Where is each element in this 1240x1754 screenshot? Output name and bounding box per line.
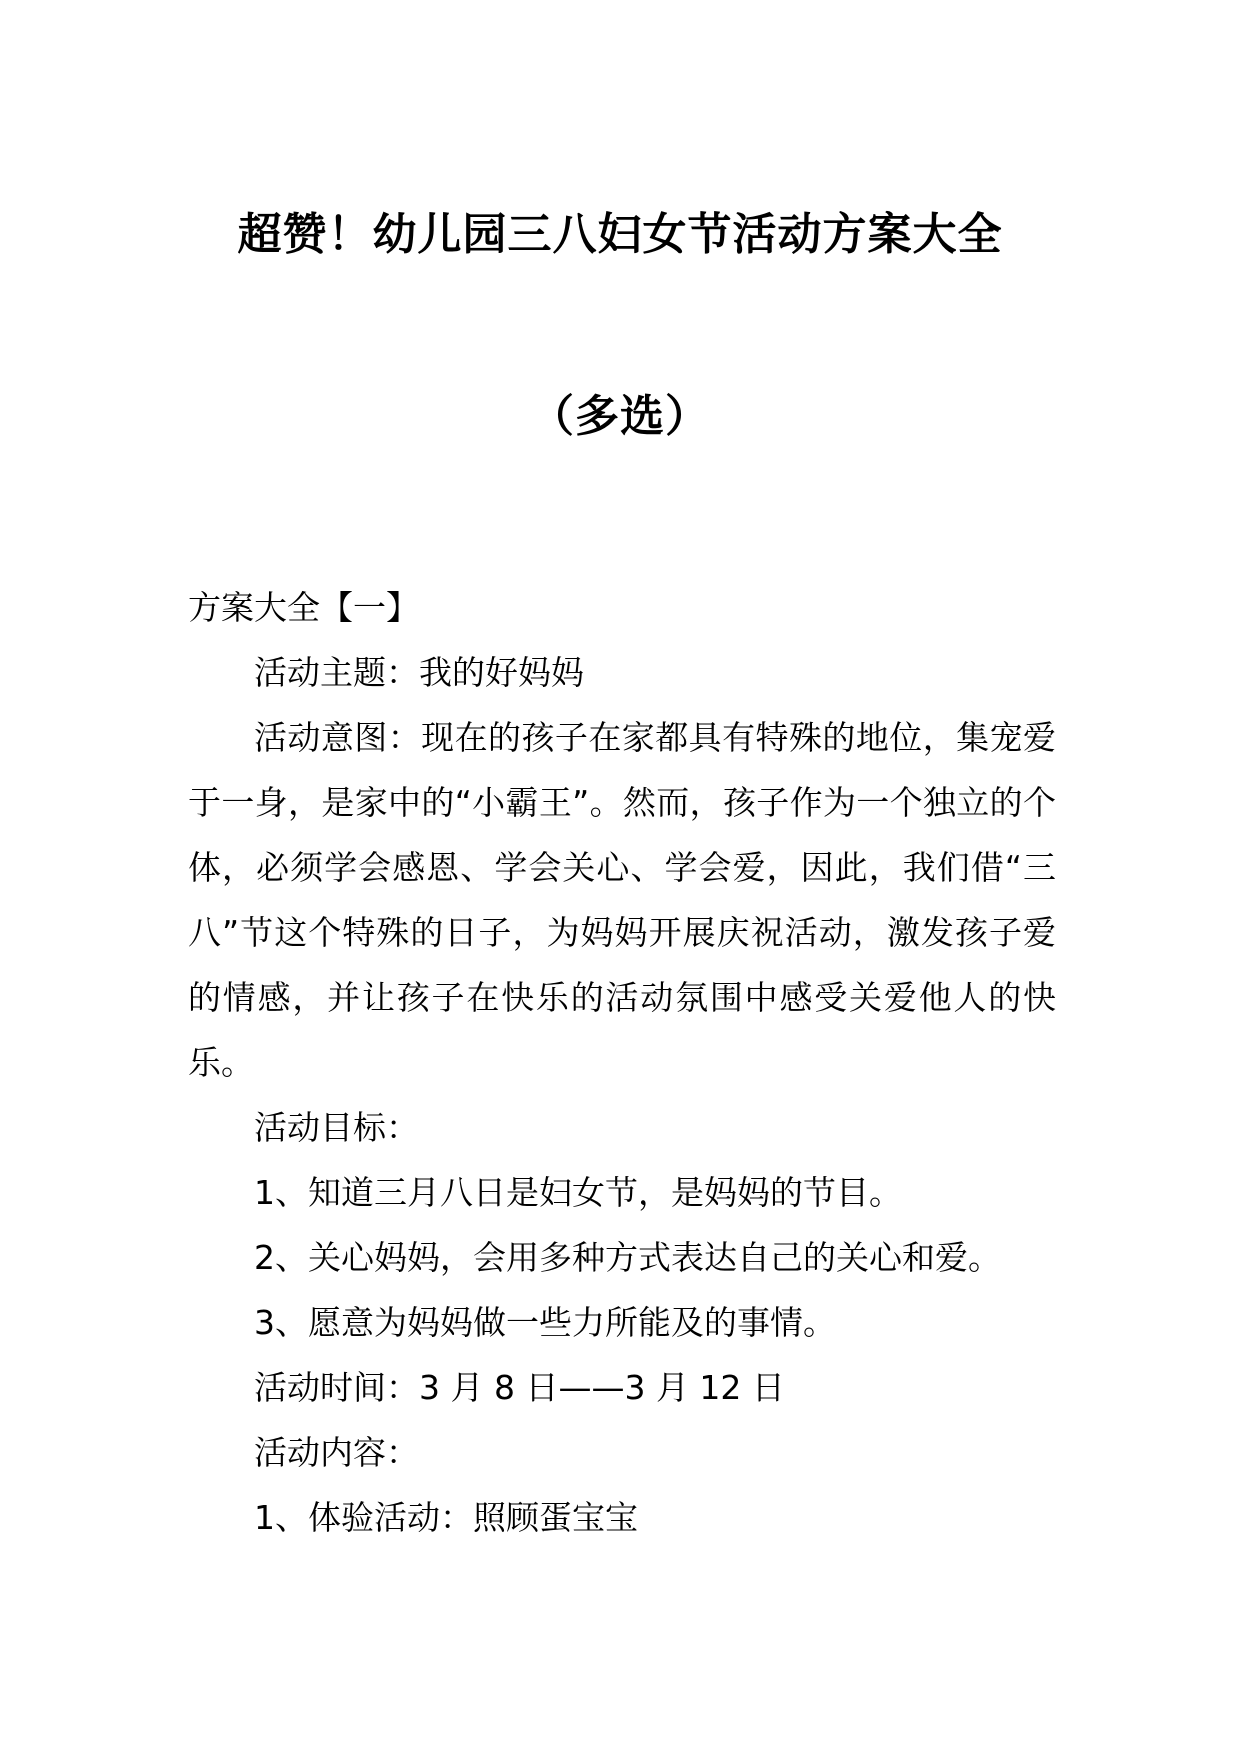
goal-item-1: 1、知道三月八日是妇女节，是妈妈的节目。 [254, 1173, 902, 1212]
activity-intent-paragraph: 活动意图：现在的孩子在家都具有特殊的地位，集宠爱于一身，是家中的“小霸王”。然而，孩子作为一个独立的个体，必须学会感恩、学会关心、学会爱，因此，我们借“三八”节这个特殊的日子，为妈妈开展庆祝活动，激发孩子爱的情感，并让孩子在快乐的活动氛围中感受关爱他人的快乐。 [188, 718, 1056, 1082]
activity-theme: 活动主题：我的好妈妈 [254, 653, 584, 692]
section-heading: 方案大全【一】 [188, 588, 419, 627]
document-body [188, 575, 1056, 1550]
document-subtitle: （多选） [530, 391, 710, 442]
goal-item-2: 2、关心妈妈，会用多种方式表达自己的关心和爱。 [254, 1238, 1001, 1277]
goal-item-3: 3、愿意为妈妈做一些力所能及的事情。 [254, 1303, 836, 1342]
goals-heading: 活动目标： [254, 1108, 419, 1147]
activity-time: 活动时间：3 月 8 日——3 月 12 日 [254, 1368, 785, 1407]
content-heading: 活动内容： [254, 1433, 419, 1472]
content-item-1: 1、体验活动：照顾蛋宝宝 [254, 1498, 638, 1537]
document-title: 超赞！幼儿园三八妇女节活动方案大全 [237, 209, 1003, 260]
